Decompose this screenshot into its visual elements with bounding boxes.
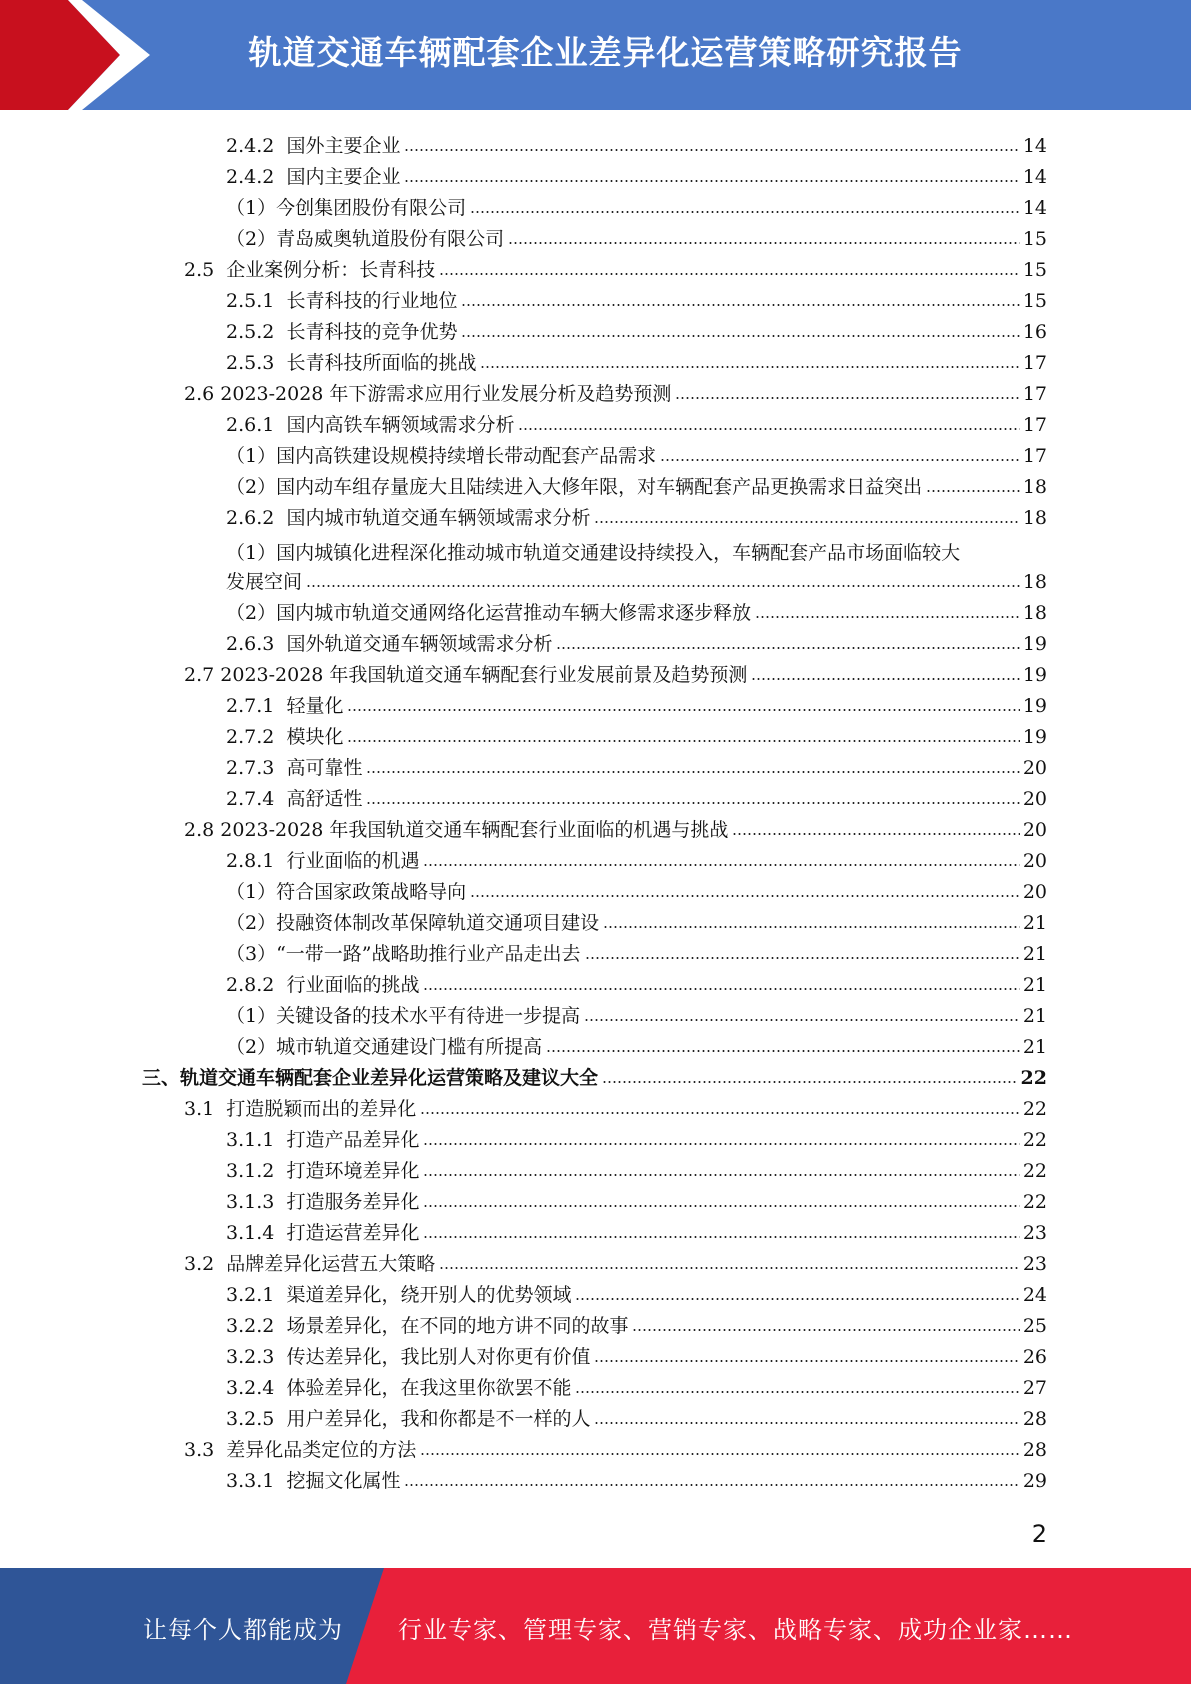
toc-entry[interactable]: （1） 国内城镇化进程深化推动城市轨道交通建设持续投入，车辆配套产品市场面临较大: [226, 542, 961, 564]
toc-entry[interactable]: 2.8.2 行业面临的挑战 21: [226, 974, 1047, 996]
toc-entry[interactable]: 3.1.4 打造运营差异化 23: [226, 1222, 1047, 1244]
toc-entry[interactable]: 3.2.3 传达差异化，我比别人对你更有价值 26: [226, 1346, 1047, 1368]
toc-entry[interactable]: 2.5.3 长青科技所面临的挑战 17: [226, 352, 1047, 374]
toc-entry[interactable]: （2） 国内动车组存量庞大且陆续进入大修年限，对车辆配套产品更换需求日益突出 18: [226, 476, 1047, 498]
page-header: [0, 0, 1191, 110]
toc-entry[interactable]: 2.4.2 国内主要企业 14: [226, 166, 1047, 188]
toc-entry[interactable]: 3.3.1 挖掘文化属性 29: [226, 1470, 1047, 1492]
toc-entry[interactable]: 2.7.3 高可靠性 20: [226, 757, 1047, 779]
toc-entry[interactable]: 2.8.1 行业面临的机遇 20: [226, 850, 1047, 872]
toc-entry[interactable]: （3） “一带一路”战略助推行业产品走出去 21: [226, 943, 1047, 965]
toc-entry[interactable]: 3.2.1 渠道差异化，绕开别人的优势领域 24: [226, 1284, 1047, 1306]
toc-entry[interactable]: 3.1.1 打造产品差异化 22: [226, 1129, 1047, 1151]
toc-entry[interactable]: 2.6.2 国内城市轨道交通车辆领域需求分析 18: [226, 507, 1047, 529]
toc-entry[interactable]: 2.7.1 轻量化 19: [226, 695, 1047, 717]
toc-entry[interactable]: 2.5.1 长青科技的行业地位 15: [226, 290, 1047, 312]
toc-entry[interactable]: 2.5.2 长青科技的竞争优势 16: [226, 321, 1047, 343]
toc-entry[interactable]: 3.2.4 体验差异化，在我这里你欲罢不能 27: [226, 1377, 1047, 1399]
toc-entry[interactable]: （1） 关键设备的技术水平有待进一步提高 21: [226, 1005, 1047, 1027]
toc-entry[interactable]: 3.3 差异化品类定位的方法 28: [184, 1439, 1047, 1461]
footer-slogan-left: 让每个人都能成为: [143, 1616, 343, 1644]
toc-entry[interactable]: 2.6 2023-2028 年下游需求应用行业发展分析及趋势预测 17: [184, 383, 1047, 405]
toc-entry[interactable]: 2.4.2 国外主要企业 14: [226, 135, 1047, 157]
toc-entry[interactable]: 发展空间 18: [226, 571, 1047, 593]
toc-entry[interactable]: 3.2.2 场景差异化，在不同的地方讲不同的故事 25: [226, 1315, 1047, 1337]
toc-entry[interactable]: （1） 符合国家政策战略导向 20: [226, 881, 1047, 903]
toc-entry[interactable]: 3.2.5 用户差异化，我和你都是不一样的人 28: [226, 1408, 1047, 1430]
toc-entry[interactable]: 2.5 企业案例分析：长青科技 15: [184, 259, 1047, 281]
report-title: 轨道交通车辆配套企业差异化运营策略研究报告: [248, 33, 963, 72]
toc-entry[interactable]: 2.7.4 高舒适性 20: [226, 788, 1047, 810]
toc-entry[interactable]: 2.7 2023-2028 年我国轨道交通车辆配套行业发展前景及趋势预测 19: [184, 664, 1047, 686]
page-number: 2: [1031, 1520, 1047, 1548]
toc-entry[interactable]: （2） 投融资体制改革保障轨道交通项目建设 21: [226, 912, 1047, 934]
toc-entry[interactable]: 3.1 打造脱颖而出的差异化 22: [184, 1098, 1047, 1120]
toc-entry[interactable]: （2） 国内城市轨道交通网络化运营推动车辆大修需求逐步释放 18: [226, 602, 1047, 624]
toc-entry[interactable]: 3.2 品牌差异化运营五大策略 23: [184, 1253, 1047, 1275]
toc-entry[interactable]: 2.7.2 模块化 19: [226, 726, 1047, 748]
toc-entry[interactable]: 3.1.2 打造环境差异化 22: [226, 1160, 1047, 1182]
toc-entry[interactable]: 2.6.3 国外轨道交通车辆领域需求分析 19: [226, 633, 1047, 655]
page-footer: [0, 1568, 1191, 1684]
footer-slogan-right: 行业专家、管理专家、营销专家、战略专家、成功企业家……: [398, 1616, 1073, 1644]
toc-entry[interactable]: （1） 国内高铁建设规模持续增长带动配套产品需求 17: [226, 445, 1047, 467]
toc-entry[interactable]: （2） 城市轨道交通建设门槛有所提高 21: [226, 1036, 1047, 1058]
toc-entry[interactable]: （1） 今创集团股份有限公司 14: [226, 197, 1047, 219]
toc-entry[interactable]: 2.8 2023-2028 年我国轨道交通车辆配套行业面临的机遇与挑战 20: [184, 819, 1047, 841]
toc-chapter-entry[interactable]: 三、 轨道交通车辆配套企业差异化运营策略及建议大全 22: [142, 1067, 1047, 1089]
toc-entry[interactable]: （2） 青岛威奥轨道股份有限公司 15: [226, 228, 1047, 250]
toc-entry[interactable]: 2.6.1 国内高铁车辆领域需求分析 17: [226, 414, 1047, 436]
toc-entry[interactable]: 3.1.3 打造服务差异化 22: [226, 1191, 1047, 1213]
